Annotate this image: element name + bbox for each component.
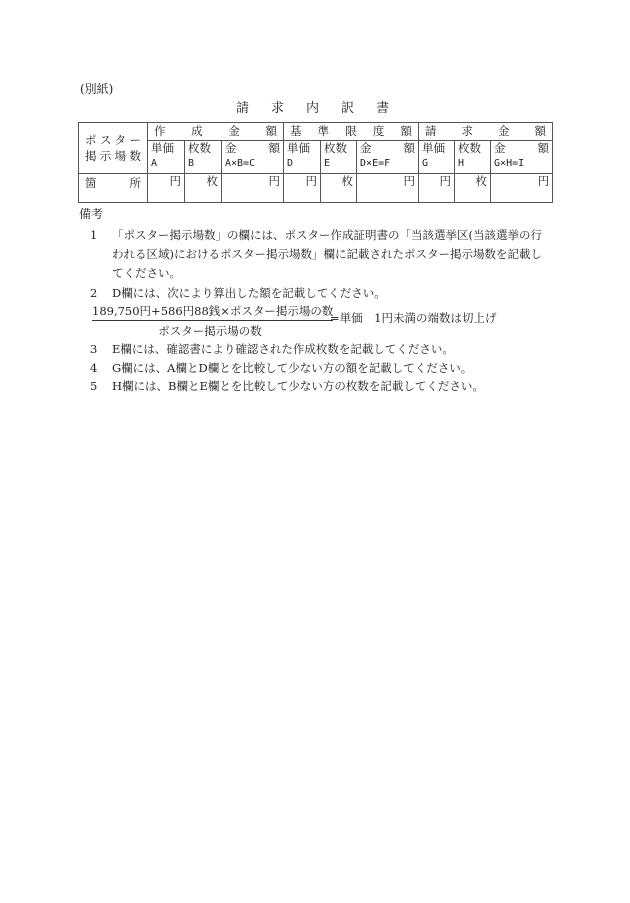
col-header-a: 単価 A (148, 141, 185, 174)
col-header-g: 単価 G (419, 141, 455, 174)
col-header-i: 金額 G×H=I (491, 141, 553, 174)
request-breakdown-table (78, 122, 553, 203)
cell-h[interactable]: 枚 (455, 174, 491, 203)
remark-item-2: 2 D欄には、次により算出した額を記載してください。 (90, 286, 386, 300)
col-header-e: 枚数 E (321, 141, 357, 174)
unit-price-formula (92, 303, 497, 339)
remark-item-1: 1 「ポスター掲示場数」の欄には、ポスター作成証明書の「当該選挙区(当該選挙の行われる区域)におけるポスター掲示場数」欄に記載されたポスター掲示場数を記載してください。 (90, 228, 542, 280)
cell-f[interactable]: 円 (357, 174, 419, 203)
attachment-label: (別紙) (80, 82, 114, 96)
data-row (79, 174, 553, 203)
remarks-title: 備考 (79, 207, 104, 221)
cell-i[interactable]: 円 (491, 174, 553, 203)
row-header-poster-count: ポスター 掲示場数 (79, 123, 148, 174)
page-title: 請求内訳書 (236, 101, 412, 116)
cell-e[interactable]: 枚 (321, 174, 357, 203)
category-claim-amount: 請求金額 (419, 123, 553, 141)
col-header-b: 枚数 B (185, 141, 222, 174)
category-production-amount: 作成金額 (148, 123, 284, 141)
cell-g[interactable]: 円 (419, 174, 455, 203)
formula-denominator: ポスター掲示場の数 (158, 324, 262, 338)
col-header-f: 金額 D×E=F (357, 141, 419, 174)
remark-item-4: 4 G欄には、A欄とD欄とを比較して少ない方の額を記載してください。 (90, 361, 473, 375)
unit-row-label: 箇所 (79, 174, 148, 203)
cell-d[interactable]: 円 (284, 174, 321, 203)
remark-item-5: 5 H欄には、B欄とE欄とを比較して少ない方の枚数を記載してください。 (90, 379, 484, 393)
col-header-d: 単価 D (284, 141, 321, 174)
cell-a[interactable]: 円 (148, 174, 185, 203)
column-header-row (79, 141, 553, 174)
category-header-row (79, 123, 553, 141)
col-header-c: 金額 A×B=C (222, 141, 284, 174)
cell-c[interactable]: 円 (222, 174, 284, 203)
formula-numerator: 189,750円+586円88銭×ポスター掲示場の数 (92, 303, 333, 321)
formula-result: =単価 1円未満の端数は切上げ (330, 311, 497, 325)
category-limit-amount: 基準限度額 (284, 123, 419, 141)
remark-item-3: 3 E欄には、確認書により確認された作成枚数を記載してください。 (90, 342, 454, 356)
cell-b[interactable]: 枚 (185, 174, 222, 203)
col-header-h: 枚数 H (455, 141, 491, 174)
